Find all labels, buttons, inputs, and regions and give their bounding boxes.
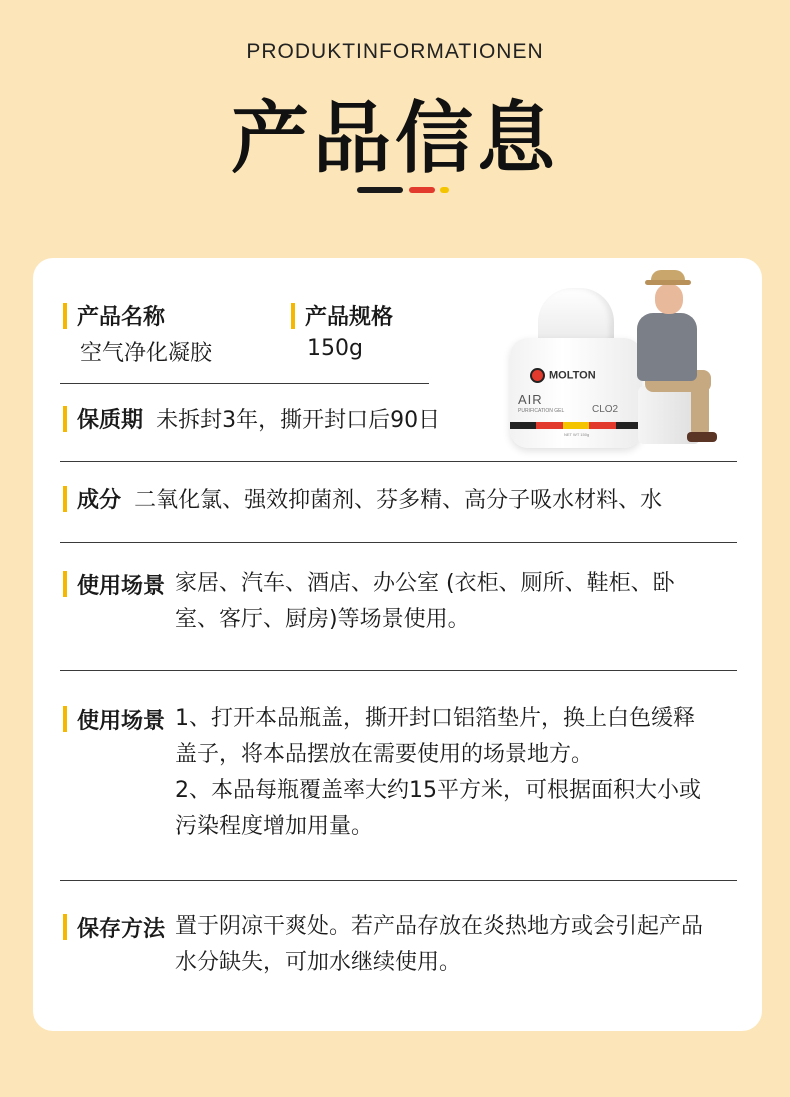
divider	[60, 670, 737, 671]
storage-row	[63, 909, 753, 981]
divider	[60, 880, 737, 881]
bottle-air-text: AIR	[518, 392, 543, 407]
info-card	[33, 258, 762, 1031]
brand-logo: MOLTON	[530, 368, 596, 383]
ingredients-value: 二氧化氯、强效抑菌剂、芬多精、高分子吸水材料、水	[134, 488, 663, 513]
ingredients-label: 成分	[77, 488, 122, 513]
divider	[60, 542, 737, 543]
accent-bar	[63, 486, 67, 512]
accent-bar	[291, 303, 295, 329]
bottle-clo2-text: CLO2	[592, 404, 619, 415]
product-name-value: 空气净化凝胶	[80, 341, 213, 366]
deco-bar-yellow	[440, 187, 449, 193]
product-spec-block	[291, 300, 393, 331]
product-name-block	[63, 300, 165, 331]
page-title: 产品信息	[230, 94, 559, 184]
subtitle: PRODUKTINFORMATIONEN	[246, 40, 544, 63]
accent-bar	[63, 914, 67, 940]
accent-bar	[63, 706, 67, 732]
product-name-label: 产品名称	[77, 305, 166, 330]
divider	[60, 383, 429, 384]
accent-bar	[63, 571, 67, 597]
usage-step-2: 2、本品每瓶覆盖率大约15平方米，可根据面积大小或污染程度增加用量。	[175, 778, 702, 839]
accent-bar	[63, 406, 67, 432]
usage-step-1: 1、打开本品瓶盖，撕开封口铝箔垫片，换上白色缓释盖子，将本品摆放在需要使用的场景地方。	[175, 706, 696, 767]
scenarios-label: 使用场景	[77, 573, 166, 599]
product-bottle	[510, 338, 642, 448]
storage-value: 置于阴凉干爽处。若产品存放在炎热地方或会引起产品水分缺失，可加水继续使用。	[175, 914, 704, 975]
deco-bar-black	[357, 187, 403, 193]
usage-label: 使用场景	[77, 708, 166, 734]
net-weight-text: NET WT 150g	[564, 432, 590, 437]
storage-label: 保存方法	[77, 916, 166, 942]
flag-stripe	[510, 422, 642, 429]
scenarios-value: 家居、汽车、酒店、办公室 (衣柜、厕所、鞋柜、卧室、客厅、厨房)等场景使用。	[175, 571, 675, 632]
divider	[60, 461, 737, 462]
shelf-life-label: 保质期	[77, 408, 144, 433]
shelf-life-value: 未拆封3年，撕开封口后90日	[156, 408, 441, 433]
scenarios-row	[63, 566, 723, 638]
product-spec-label: 产品规格	[305, 305, 394, 330]
ingredients-row	[63, 483, 662, 514]
bottle-purification-text: PURIFICATION GEL	[518, 408, 565, 414]
accent-bar	[63, 303, 67, 329]
usage-row	[63, 701, 733, 845]
deco-bar-red	[409, 187, 435, 193]
shelf-life-row	[63, 403, 440, 434]
product-spec-value: 150g	[307, 336, 363, 361]
